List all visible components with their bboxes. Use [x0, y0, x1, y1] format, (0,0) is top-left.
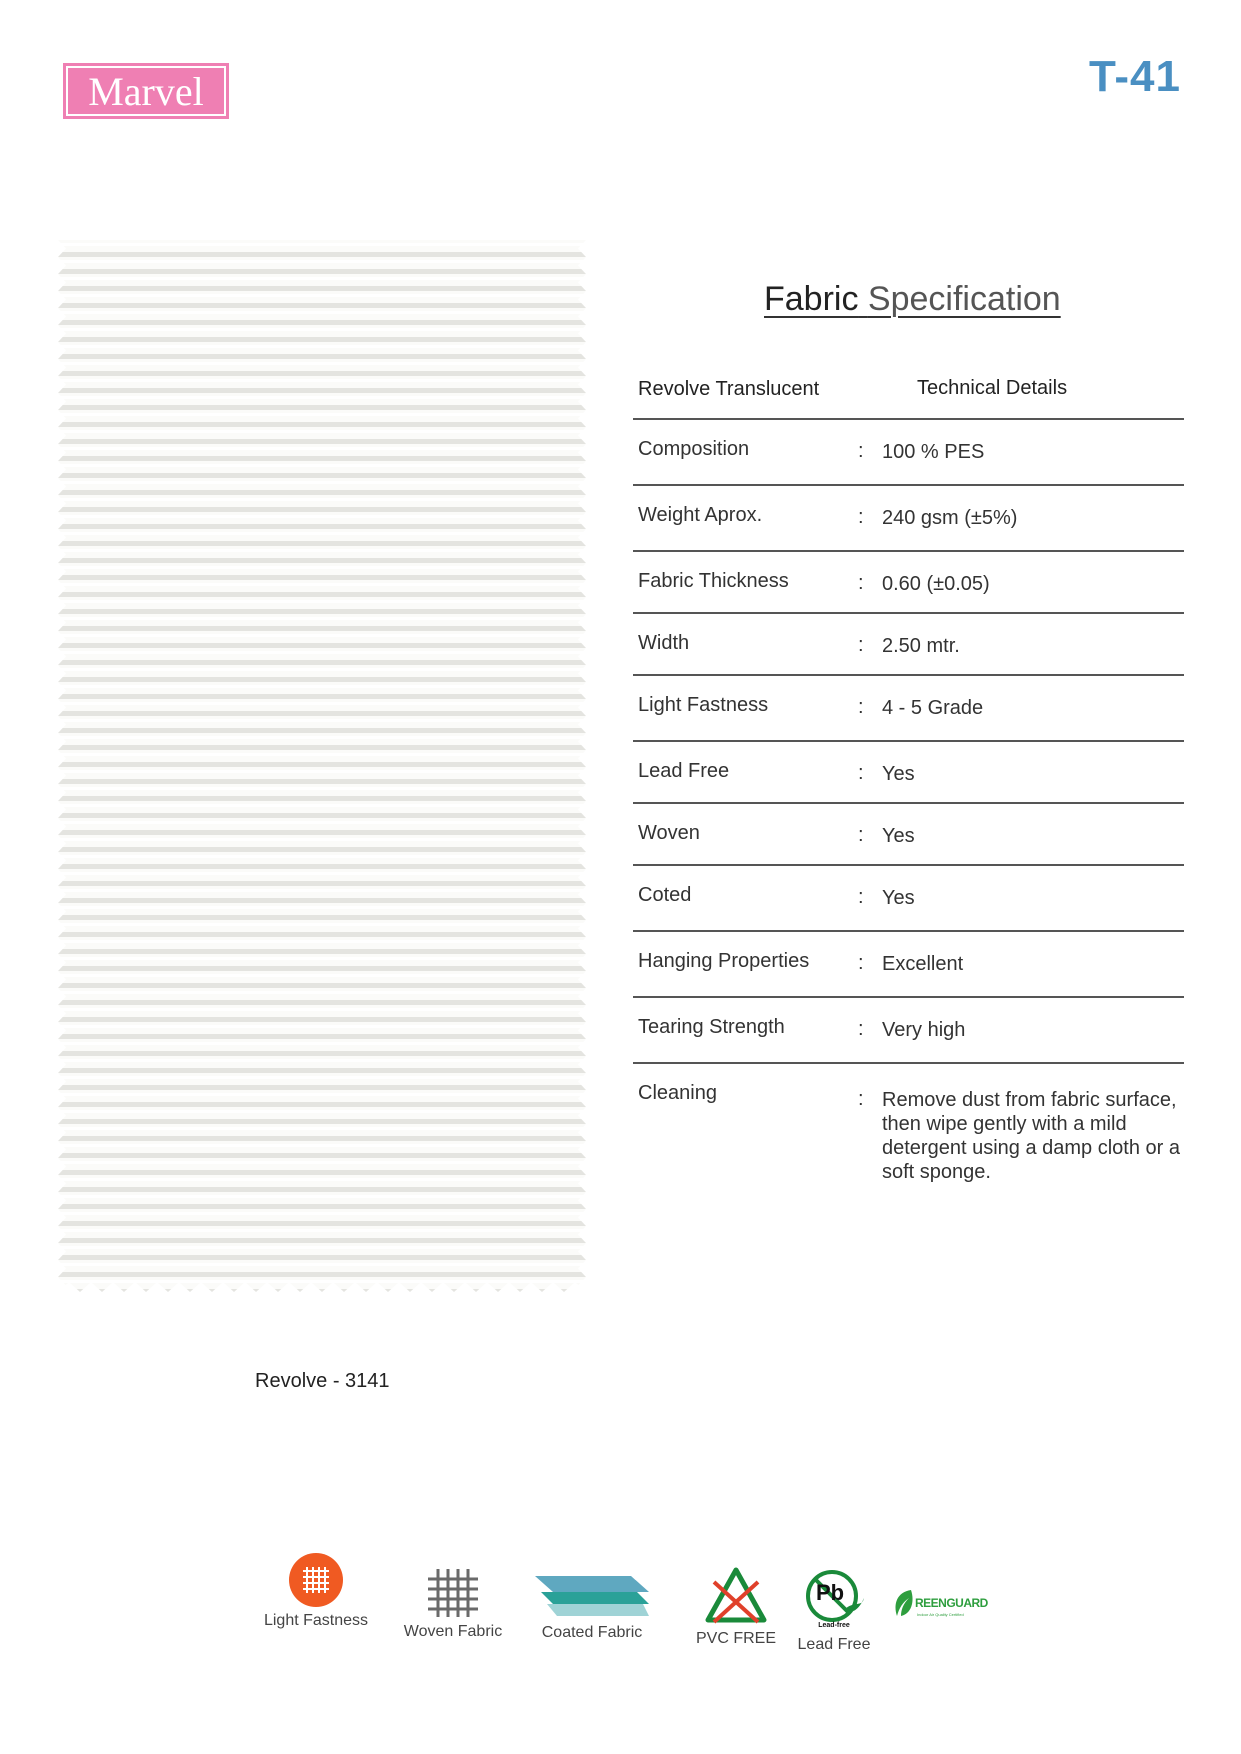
- cert-pvc-free: [686, 1566, 786, 1648]
- spec-row: [633, 1064, 1184, 1204]
- fabric-rib-highlight: [58, 600, 586, 603]
- spec-value: 0.60 (±0.05): [882, 573, 990, 595]
- fabric-rib-shadow: [58, 966, 586, 971]
- fabric-rib-shadow: [58, 1136, 586, 1141]
- spec-value: Very high: [882, 1019, 966, 1041]
- fabric-rib-shadow: [58, 949, 586, 954]
- spec-row: [633, 614, 1184, 676]
- cert-label: Light Fastness: [263, 1612, 369, 1629]
- cert-light-fastness: [256, 1552, 376, 1630]
- cert-label: Coated Fabric: [541, 1624, 643, 1641]
- fabric-rib-shadow: [58, 541, 586, 546]
- fabric-rib-shadow: [58, 592, 586, 597]
- fabric-rib-shadow: [58, 269, 586, 274]
- spec-colon: :: [858, 506, 864, 528]
- fabric-rib-highlight: [58, 702, 586, 705]
- spec-colon: :: [858, 572, 864, 594]
- fabric-rib-shadow: [58, 830, 586, 835]
- spec-label: Composition: [638, 438, 750, 460]
- spec-label: Woven: [638, 822, 700, 844]
- spec-colon: :: [858, 1018, 864, 1040]
- fabric-rib-shadow: [58, 932, 586, 937]
- fabric-rib-highlight: [58, 804, 586, 807]
- fabric-rib-highlight: [58, 583, 586, 586]
- fabric-rib-highlight: [58, 430, 586, 433]
- fabric-swatch-image: [58, 240, 586, 1292]
- fabric-rib-shadow: [58, 1102, 586, 1107]
- spec-row: [633, 998, 1184, 1064]
- fabric-rib-shadow: [58, 881, 586, 886]
- fabric-rib-highlight: [58, 413, 586, 416]
- spec-row: [633, 552, 1184, 614]
- fabric-rib-highlight: [58, 515, 586, 518]
- spec-colon: :: [858, 634, 864, 656]
- pvc-free-icon: [704, 1566, 768, 1626]
- fabric-rib-shadow: [58, 677, 586, 682]
- fabric-rib-highlight: [58, 634, 586, 637]
- spec-value: Yes: [882, 825, 915, 847]
- spec-colon: :: [858, 952, 864, 974]
- coated-fabric-icon: [533, 1572, 651, 1620]
- fabric-rib-shadow: [58, 1170, 586, 1175]
- fabric-rib-shadow: [58, 422, 586, 427]
- fabric-rib-highlight: [58, 787, 586, 790]
- fabric-rib-shadow: [58, 711, 586, 716]
- spec-row: [633, 932, 1184, 998]
- spec-value: 4 - 5 Grade: [882, 697, 984, 719]
- fabric-rib-shadow: [58, 626, 586, 631]
- cert-greenguard: [893, 1588, 988, 1617]
- fabric-rib-shadow: [58, 252, 586, 257]
- fabric-rib-highlight: [58, 1076, 586, 1079]
- fabric-rib-shadow: [58, 490, 586, 495]
- spec-row: [633, 866, 1184, 932]
- spec-label: Coted: [638, 884, 692, 906]
- spec-colon: :: [858, 696, 864, 718]
- fabric-rib-shadow: [58, 779, 586, 784]
- fabric-rib-shadow: [58, 643, 586, 648]
- spec-value: Remove dust from fabric surface, then wipe gently with a mild detergent using a damp cloth or a soft sponge.: [882, 1089, 1180, 1183]
- spec-row: [633, 420, 1184, 486]
- fabric-rib-highlight: [58, 668, 586, 671]
- fabric-rib-highlight: [58, 1280, 586, 1283]
- lead-free-badge-text: Pb: [816, 1580, 845, 1605]
- fabric-rib-highlight: [58, 498, 586, 501]
- fabric-rib-highlight: [58, 549, 586, 552]
- fabric-rib-shadow: [58, 371, 586, 376]
- fabric-rib-highlight: [58, 736, 586, 739]
- spec-label: Weight Aprox.: [638, 504, 763, 526]
- fabric-rib-highlight: [58, 991, 586, 994]
- spec-value: 2.50 mtr.: [882, 635, 960, 657]
- fabric-rib-shadow: [58, 286, 586, 291]
- fabric-rib-shadow: [58, 1153, 586, 1158]
- spec-row: [633, 676, 1184, 742]
- fabric-rib-highlight: [58, 481, 586, 484]
- greenguard-sub: Indoor Air Quality Certified: [917, 1612, 964, 1617]
- fabric-rib-shadow: [58, 354, 586, 359]
- fabric-rib-highlight: [58, 532, 586, 535]
- fabric-rib-highlight: [58, 277, 586, 280]
- fabric-rib-shadow: [58, 439, 586, 444]
- brand-logo: [63, 63, 229, 119]
- spec-title: [764, 280, 1061, 319]
- fabric-rib-highlight: [58, 464, 586, 467]
- fabric-rib-shadow: [58, 405, 586, 410]
- fabric-rib-shadow: [58, 1119, 586, 1124]
- spec-row: [633, 486, 1184, 552]
- cert-lead-free: [786, 1568, 882, 1654]
- fabric-rib-shadow: [58, 1085, 586, 1090]
- product-code: T-41: [1088, 52, 1181, 101]
- fabric-rib-highlight: [58, 1093, 586, 1096]
- fabric-rib-shadow: [58, 983, 586, 988]
- fabric-rib-highlight: [58, 1263, 586, 1266]
- fabric-rib-highlight: [58, 1127, 586, 1130]
- cert-coated-fabric: [532, 1572, 652, 1642]
- woven-fabric-icon: [426, 1567, 480, 1619]
- spec-label: Cleaning: [638, 1082, 717, 1104]
- fabric-rib-highlight: [58, 447, 586, 450]
- fabric-rib-highlight: [58, 1195, 586, 1198]
- spec-label: Light Fastness: [638, 694, 769, 716]
- fabric-rib-shadow: [58, 796, 586, 801]
- fabric-rib-highlight: [58, 1246, 586, 1249]
- fabric-rib-highlight: [58, 770, 586, 773]
- fabric-rib-shadow: [58, 609, 586, 614]
- fabric-rib-shadow: [58, 745, 586, 750]
- fabric-rib-highlight: [58, 1161, 586, 1164]
- spec-value: Yes: [882, 887, 915, 909]
- cert-label: PVC FREE: [695, 1630, 776, 1647]
- spec-label: Tearing Strength: [638, 1016, 785, 1038]
- fabric-rib-highlight: [58, 1025, 586, 1028]
- spec-row: [633, 742, 1184, 804]
- fabric-rib-shadow: [58, 864, 586, 869]
- fabric-rib-highlight: [58, 685, 586, 688]
- fabric-rib-highlight: [58, 1008, 586, 1011]
- fabric-rib-shadow: [58, 473, 586, 478]
- fabric-rib-highlight: [58, 855, 586, 858]
- fabric-rib-shadow: [58, 575, 586, 580]
- fabric-rib-shadow: [58, 1255, 586, 1260]
- spec-value: 100 % PES: [882, 441, 985, 463]
- spec-colon: :: [858, 762, 864, 784]
- spec-value: 240 gsm (±5%): [882, 507, 1018, 529]
- fabric-rib-highlight: [58, 345, 586, 348]
- fabric-rib-shadow: [58, 1221, 586, 1226]
- lead-free-badge-sub: Lead-free: [818, 1622, 850, 1629]
- lead-free-icon: [802, 1568, 866, 1632]
- fabric-rib-highlight: [58, 311, 586, 314]
- fabric-rib-highlight: [58, 1229, 586, 1232]
- fabric-rib-shadow: [58, 728, 586, 733]
- fabric-rib-highlight: [58, 1110, 586, 1113]
- fabric-rib-shadow: [58, 847, 586, 852]
- fabric-rib-highlight: [58, 260, 586, 263]
- fabric-rib-shadow: [58, 660, 586, 665]
- fabric-rib-highlight: [58, 651, 586, 654]
- spec-title-strong: Fabric: [764, 280, 859, 318]
- fabric-rib-highlight: [58, 328, 586, 331]
- spec-label: Hanging Properties: [638, 950, 810, 972]
- fabric-rib-shadow: [58, 337, 586, 342]
- fabric-rib-shadow: [58, 1272, 586, 1277]
- fabric-rib-highlight: [58, 889, 586, 892]
- fabric-rib-shadow: [58, 558, 586, 563]
- fabric-rib-shadow: [58, 762, 586, 767]
- fabric-rib-highlight: [58, 872, 586, 875]
- fabric-rib-highlight: [58, 906, 586, 909]
- fabric-rib-highlight: [58, 821, 586, 824]
- fabric-rib-shadow: [58, 320, 586, 325]
- spec-title-light: Specification: [867, 280, 1061, 318]
- fabric-rib-shadow: [58, 1051, 586, 1056]
- spec-table: [633, 420, 1184, 1204]
- fabric-rib-highlight: [58, 753, 586, 756]
- spec-colon: :: [858, 886, 864, 908]
- spec-value: Excellent: [882, 953, 964, 975]
- fabric-rib-shadow: [58, 524, 586, 529]
- fabric-rib-highlight: [58, 719, 586, 722]
- spec-colon: :: [858, 440, 864, 462]
- cert-label: Woven Fabric: [403, 1623, 503, 1640]
- fabric-rib-shadow: [58, 915, 586, 920]
- brand-name: Marvel: [66, 66, 226, 116]
- fabric-rib-highlight: [58, 923, 586, 926]
- spec-value: Yes: [882, 763, 915, 785]
- fabric-rib-shadow: [58, 1017, 586, 1022]
- fabric-rib-highlight: [58, 974, 586, 977]
- fabric-rib-highlight: [58, 294, 586, 297]
- fabric-rib-shadow: [58, 507, 586, 512]
- greenguard-text: REENGUARD: [915, 1596, 988, 1610]
- fabric-rib-highlight: [58, 838, 586, 841]
- fabric-rib-shadow: [58, 1034, 586, 1039]
- spec-col-details: Technical Details: [917, 377, 1068, 399]
- spec-label: Fabric Thickness: [638, 570, 789, 592]
- spec-col-product: Revolve Translucent: [638, 378, 820, 400]
- cert-label: Lead Free: [797, 1636, 871, 1653]
- spec-colon: :: [858, 1088, 864, 1110]
- fabric-rib-shadow: [58, 456, 586, 461]
- fabric-rib-shadow: [58, 303, 586, 308]
- fabric-rib-highlight: [58, 1212, 586, 1215]
- fabric-rib-shadow: [58, 388, 586, 393]
- greenguard-leaf-icon: [893, 1588, 915, 1618]
- fabric-rib-highlight: [58, 940, 586, 943]
- spec-label: Width: [638, 632, 690, 654]
- fabric-rib-highlight: [58, 243, 586, 246]
- spec-colon: :: [858, 824, 864, 846]
- fabric-rib-highlight: [58, 396, 586, 399]
- fabric-rib-highlight: [58, 1042, 586, 1045]
- fabric-rib-highlight: [58, 1178, 586, 1181]
- swatch-caption: Revolve - 3141: [255, 1370, 390, 1392]
- fabric-rib-shadow: [58, 1068, 586, 1073]
- fabric-rib-highlight: [58, 379, 586, 382]
- fabric-rib-shadow: [58, 1000, 586, 1005]
- fabric-rib-shadow: [58, 694, 586, 699]
- spec-row: [633, 804, 1184, 866]
- fabric-rib-highlight: [58, 566, 586, 569]
- fabric-rib-shadow: [58, 813, 586, 818]
- light-fastness-icon: [288, 1552, 344, 1608]
- fabric-rib-shadow: [58, 898, 586, 903]
- fabric-rib-shadow: [58, 1204, 586, 1209]
- fabric-rib-shadow: [58, 1187, 586, 1192]
- fabric-rib-highlight: [58, 362, 586, 365]
- fabric-rib-highlight: [58, 1059, 586, 1062]
- fabric-rib-highlight: [58, 957, 586, 960]
- spec-label: Lead Free: [638, 760, 730, 782]
- fabric-rib-shadow: [58, 1238, 586, 1243]
- spec-header-row: [633, 372, 1184, 420]
- fabric-rib-highlight: [58, 1144, 586, 1147]
- fabric-rib-highlight: [58, 617, 586, 620]
- cert-woven-fabric: [398, 1567, 508, 1641]
- fabric-texture: [58, 240, 586, 1292]
